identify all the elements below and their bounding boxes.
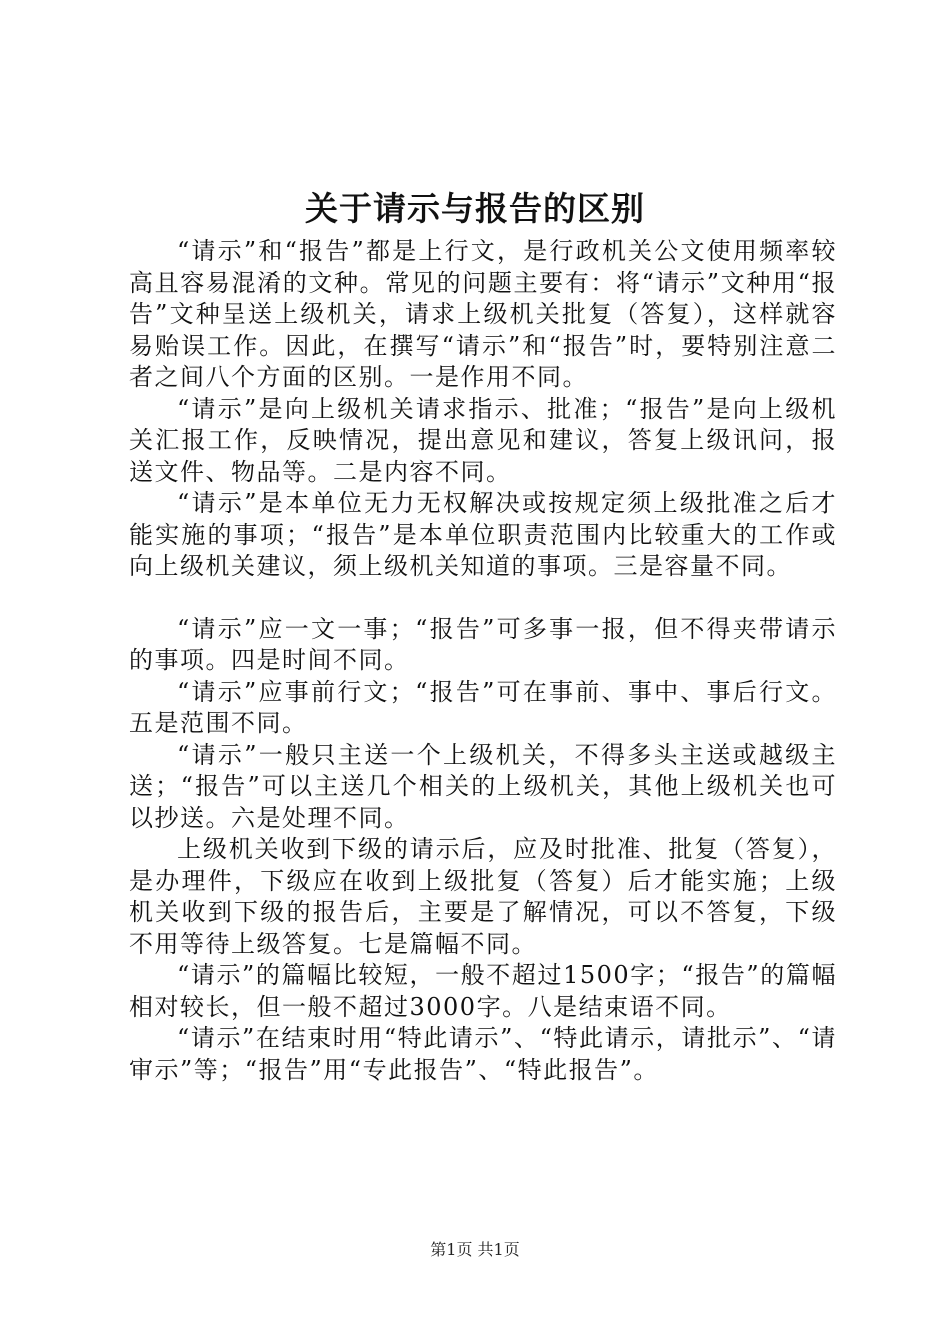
document-body [129, 236, 837, 1086]
paragraph-handling: 上级机关收到下级的请示后，应及时批准、批复（答复），是办理件，下级应在收到上级批复（答复）后才能实施；上级机关收到下级的报告后，主要是了解情况，可以不答复，下级不用等待上级答复。七是篇幅不同。 [129, 835, 837, 958]
paragraph-timing: “请示”应事前行文；“报告”可在事前、事中、事后行文。五是范围不同。 [129, 677, 837, 737]
paragraph-purpose: “请示”是向上级机关请求指示、批准；“报告”是向上级机关汇报工作，反映情况，提出意见和建议，答复上级讯问，报送文件、物品等。二是内容不同。 [129, 394, 837, 486]
paragraph-length: “请示”的篇幅比较短，一般不超过1500字；“报告”的篇幅相对较长，但一般不超过3000字。八是结束语不同。 [129, 961, 837, 1021]
page-footer: 第1页 共1页 [430, 1240, 520, 1259]
paragraph-closing: “请示”在结束时用“特此请示”、“特此请示，请批示”、“请审示”等；“报告”用“专此报告”、“特此报告”。 [129, 1024, 837, 1084]
paragraph-intro: “请示”和“报告”都是上行文，是行政机关公文使用频率较高且容易混淆的文种。常见的问题主要有：将“请示”文种用“报告”文种呈送上级机关，请求上级机关批复（答复），这样就容易贻误工作。因此，在撰写“请示”和“报告”时，要特别注意二者之间八个方面的区别。一是作用不同。 [129, 237, 837, 391]
document-title: 关于请示与报告的区别 [305, 189, 645, 228]
paragraph-content: “请示”是本单位无力无权解决或按规定须上级批准之后才能实施的事项；“报告”是本单位职责范围内比较重大的工作或向上级机关建议，须上级机关知道的事项。三是容量不同。 [129, 489, 837, 580]
paragraph-scope: “请示”一般只主送一个上级机关，不得多头主送或越级主送；“报告”可以主送几个相关的上级机关，其他上级机关也可以抄送。六是处理不同。 [129, 740, 837, 832]
paragraph-capacity: “请示”应一文一事；“报告”可多事一报，但不得夹带请示的事项。四是时间不同。 [129, 614, 837, 674]
